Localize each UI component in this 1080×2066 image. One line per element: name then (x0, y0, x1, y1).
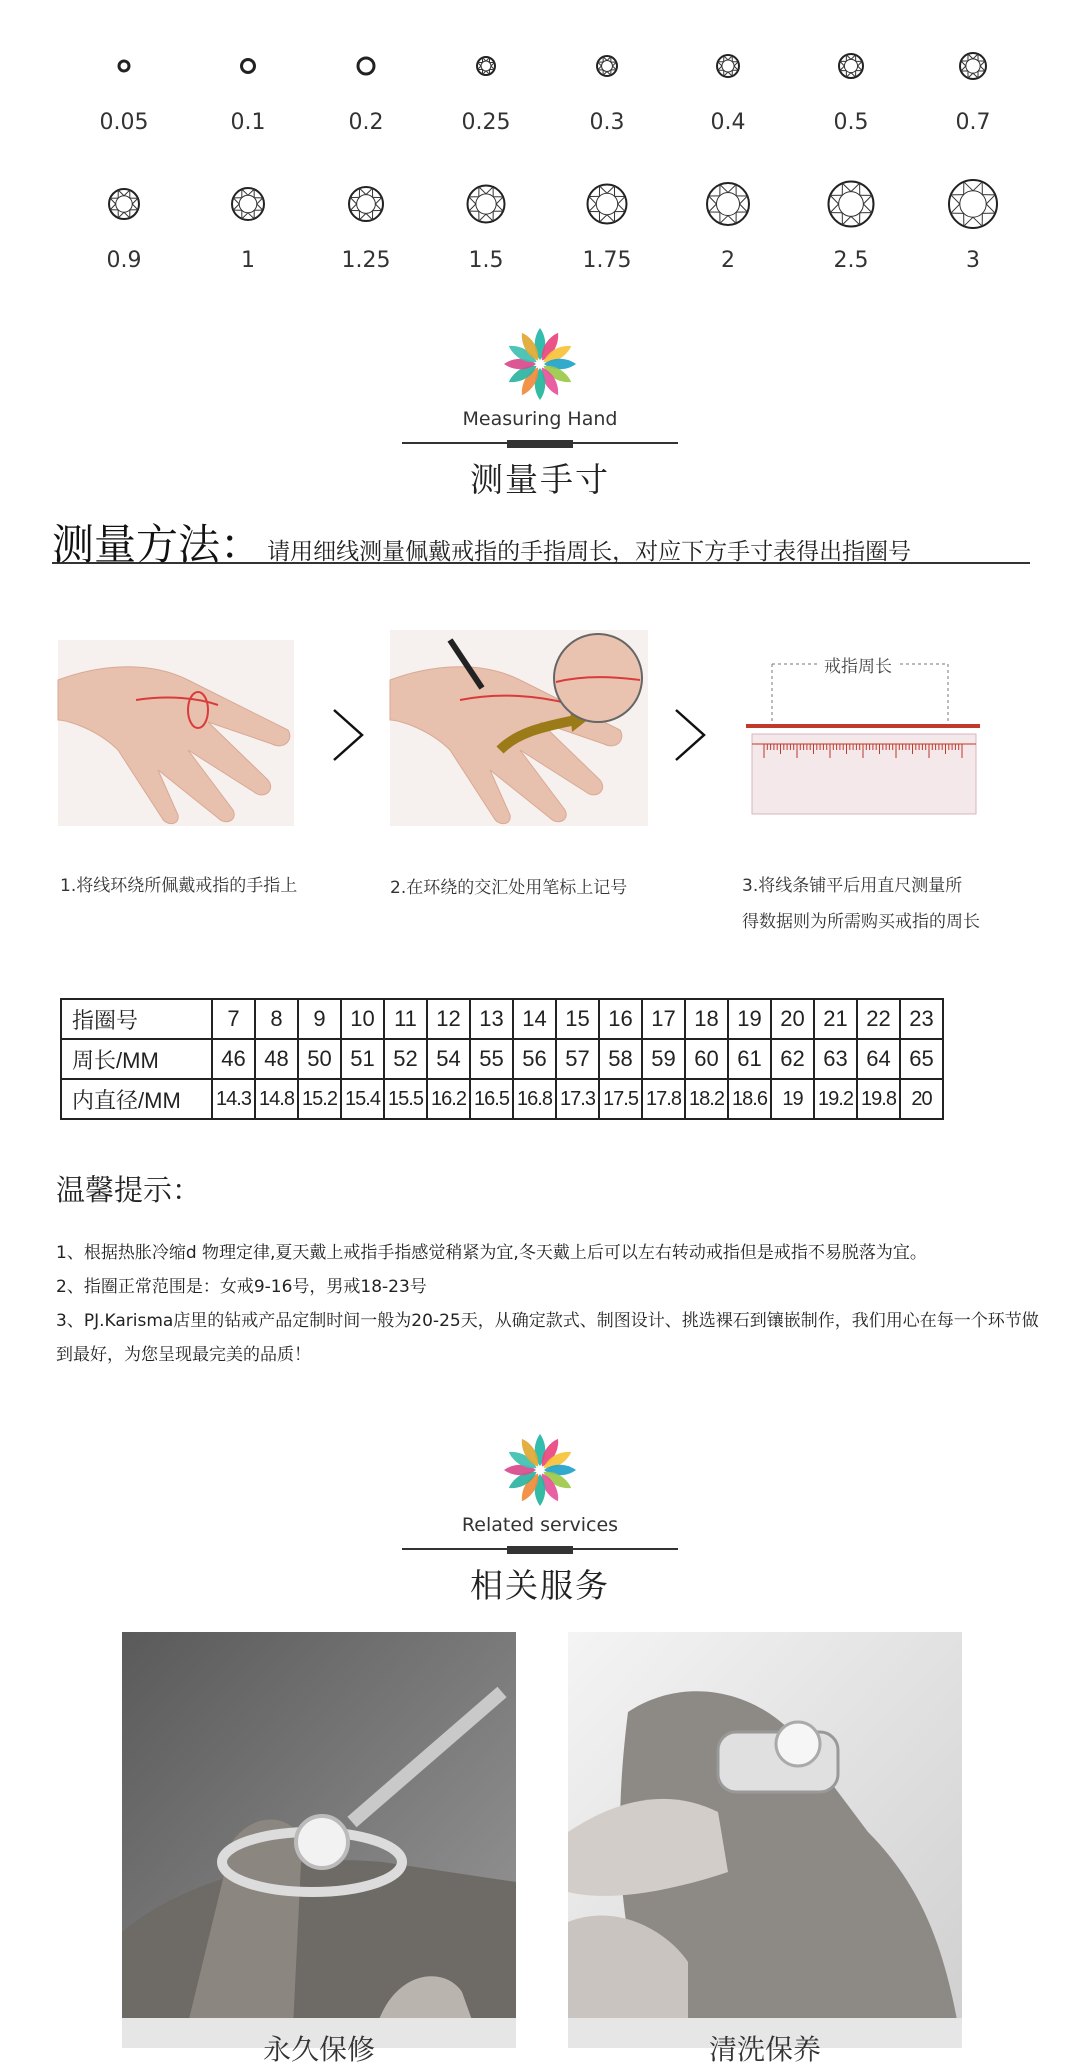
table-row (61, 999, 943, 1039)
table-cell: 56 (513, 1039, 556, 1079)
table-cell: 17.3 (556, 1079, 599, 1119)
section-title-cn: 相关服务 (0, 1560, 1080, 1607)
diamond-icon (460, 178, 512, 230)
carat-size-chart (0, 0, 1080, 290)
table-cell: 57 (556, 1039, 599, 1079)
diamond-size-item (64, 40, 184, 135)
diamond-icon (581, 178, 633, 230)
section-divider (402, 1544, 678, 1554)
diamond-icon (581, 40, 633, 92)
table-cell: 10 (341, 999, 384, 1039)
table-row (61, 1039, 943, 1079)
table-cell: 15 (556, 999, 599, 1039)
step-2-text: 2.在环绕的交汇处用笔标上记号 (390, 870, 627, 906)
table-row-header: 周长/MM (61, 1039, 212, 1079)
table-cell: 7 (212, 999, 255, 1039)
diamond-size-item (913, 178, 1033, 273)
method-description: 请用细线测量佩戴戒指的手指周长，对应下方手寸表得出指圈号 (267, 539, 911, 565)
diamond-size-item (306, 178, 426, 273)
diamond-size-item (188, 40, 308, 135)
table-cell: 21 (814, 999, 857, 1039)
diamond-size-item (791, 40, 911, 135)
table-cell: 14.3 (212, 1079, 255, 1119)
table-cell: 23 (900, 999, 943, 1039)
service-caption: 清洗保养 (568, 2018, 962, 2048)
table-cell: 9 (298, 999, 341, 1039)
table-cell: 52 (384, 1039, 427, 1079)
table-cell: 20 (900, 1079, 943, 1119)
diamond-icon (825, 178, 877, 230)
table-row-header: 指圈号 (61, 999, 212, 1039)
table-row-header: 内直径/MM (61, 1079, 212, 1119)
diamond-carat-label: 0.05 (64, 110, 184, 135)
table-cell: 65 (900, 1039, 943, 1079)
diamond-carat-label: 1.5 (426, 248, 546, 273)
diamond-carat-label: 0.5 (791, 110, 911, 135)
table-cell: 62 (771, 1039, 814, 1079)
table-cell: 18 (685, 999, 728, 1039)
table-cell: 17.5 (599, 1079, 642, 1119)
step-1-image (58, 640, 294, 826)
diamond-icon (947, 40, 999, 92)
table-cell: 19 (728, 999, 771, 1039)
table-cell: 14 (513, 999, 556, 1039)
table-cell: 20 (771, 999, 814, 1039)
diamond-size-item (188, 178, 308, 273)
tips-list (56, 1236, 1046, 1372)
diamond-size-item (668, 40, 788, 135)
diamond-icon (947, 178, 999, 230)
diamond-size-item (306, 40, 426, 135)
diamond-carat-label: 2 (668, 248, 788, 273)
table-cell: 17.8 (642, 1079, 685, 1119)
diamond-icon (702, 178, 754, 230)
diamond-carat-label: 0.2 (306, 110, 426, 135)
diamond-carat-label: 2.5 (791, 248, 911, 273)
service-caption: 永久保修 (122, 2018, 516, 2048)
table-cell: 19.2 (814, 1079, 857, 1119)
table-cell: 15.5 (384, 1079, 427, 1119)
diamond-size-item (547, 178, 667, 273)
table-row (61, 1079, 943, 1119)
table-cell: 16.5 (470, 1079, 513, 1119)
table-cell: 55 (470, 1039, 513, 1079)
table-cell: 60 (685, 1039, 728, 1079)
diamond-size-item (426, 178, 546, 273)
diamond-carat-label: 1.75 (547, 248, 667, 273)
chevron-right-icon (330, 706, 366, 764)
diamond-icon (825, 40, 877, 92)
tip-item: 2、指圈正常范围是：女戒9-16号，男戒18-23号 (56, 1270, 1046, 1304)
table-cell: 61 (728, 1039, 771, 1079)
table-cell: 46 (212, 1039, 255, 1079)
diamond-icon (98, 40, 150, 92)
diamond-size-item (547, 40, 667, 135)
diamond-carat-label: 0.9 (64, 248, 184, 273)
diamond-carat-label: 3 (913, 248, 1033, 273)
table-cell: 17 (642, 999, 685, 1039)
diamond-carat-label: 0.7 (913, 110, 1033, 135)
diamond-carat-label: 0.3 (547, 110, 667, 135)
diamond-size-item (64, 178, 184, 273)
step-2-image (390, 630, 648, 826)
step-1-text: 1.将线环绕所佩戴戒指的手指上 (60, 868, 297, 904)
tips-title: 温馨提示： (56, 1168, 201, 1209)
diamond-icon (702, 40, 754, 92)
ring-size-table (60, 998, 944, 1120)
table-cell: 15.2 (298, 1079, 341, 1119)
service-card-warranty[interactable] (122, 1632, 516, 2048)
table-cell: 16.8 (513, 1079, 556, 1119)
diamond-carat-label: 1 (188, 248, 308, 273)
diamond-carat-label: 0.25 (426, 110, 546, 135)
table-cell: 54 (427, 1039, 470, 1079)
table-cell: 63 (814, 1039, 857, 1079)
diamond-carat-label: 1.25 (306, 248, 426, 273)
table-cell: 15.4 (341, 1079, 384, 1119)
table-cell: 18.2 (685, 1079, 728, 1119)
table-cell: 50 (298, 1039, 341, 1079)
table-cell: 19.8 (857, 1079, 900, 1119)
section-title-en: Related services (0, 1514, 1080, 1536)
section-title-cn: 测量手寸 (0, 454, 1080, 501)
ruler-label: 戒指周长 (822, 652, 894, 677)
table-cell: 19 (771, 1079, 814, 1119)
diamond-icon (222, 178, 274, 230)
tip-item: 1、根据热胀冷缩d 物理定律,夏天戴上戒指手指感觉稍紧为宜,冬天戴上后可以左右转动戒指但是戒指不易脱落为宜。 (56, 1236, 1046, 1270)
table-cell: 13 (470, 999, 513, 1039)
table-cell: 12 (427, 999, 470, 1039)
diamond-size-item (426, 40, 546, 135)
table-cell: 16 (599, 999, 642, 1039)
diamond-size-item (791, 178, 911, 273)
flower-logo-icon (502, 1432, 578, 1508)
section-divider (402, 438, 678, 448)
table-cell: 8 (255, 999, 298, 1039)
step-3-ruler-image (740, 640, 982, 826)
tip-item: 3、PJ.Karisma店里的钻戒产品定制时间一般为20-25天，从确定款式、制图设计、挑选裸石到镶嵌制作，我们用心在每一个环节做到最好，为您呈现最完美的品质！ (56, 1304, 1046, 1372)
diamond-icon (340, 40, 392, 92)
table-cell: 11 (384, 999, 427, 1039)
diamond-icon (340, 178, 392, 230)
diamond-size-item (913, 40, 1033, 135)
measuring-hand-heading (0, 326, 1080, 501)
table-cell: 22 (857, 999, 900, 1039)
method-title: 测量方法： (52, 520, 262, 569)
diamond-carat-label: 0.4 (668, 110, 788, 135)
related-services-heading (0, 1432, 1080, 1607)
table-cell: 48 (255, 1039, 298, 1079)
table-cell: 64 (857, 1039, 900, 1079)
step-3-text: 3.将线条铺平后用直尺测量所 得数据则为所需购买戒指的周长 (742, 868, 980, 940)
service-card-cleaning[interactable] (568, 1632, 962, 2048)
table-cell: 51 (341, 1039, 384, 1079)
diamond-icon (98, 178, 150, 230)
chevron-right-icon (672, 706, 708, 764)
diamond-size-item (668, 178, 788, 273)
section-title-en: Measuring Hand (0, 408, 1080, 430)
flower-logo-icon (502, 326, 578, 402)
diamond-icon (460, 40, 512, 92)
table-cell: 58 (599, 1039, 642, 1079)
measure-method (52, 512, 1030, 564)
table-cell: 16.2 (427, 1079, 470, 1119)
table-cell: 18.6 (728, 1079, 771, 1119)
diamond-carat-label: 0.1 (188, 110, 308, 135)
table-cell: 14.8 (255, 1079, 298, 1119)
table-cell: 59 (642, 1039, 685, 1079)
diamond-icon (222, 40, 274, 92)
